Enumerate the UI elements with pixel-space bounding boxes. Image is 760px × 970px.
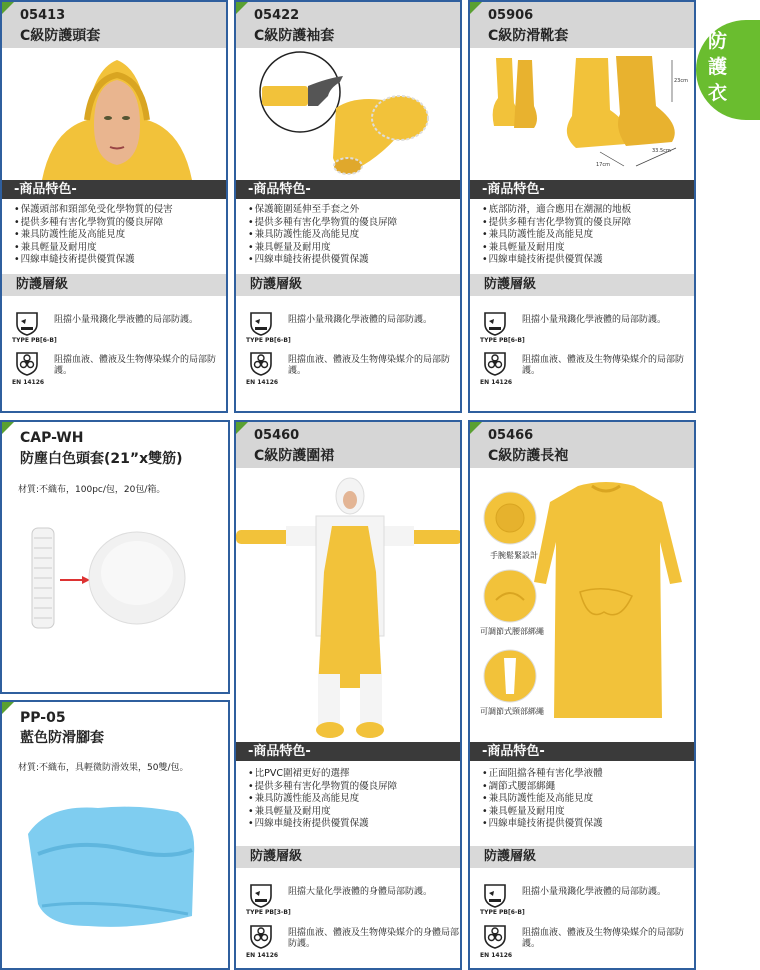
boot-cover-image — [476, 48, 694, 180]
product-card-05466 — [468, 420, 696, 970]
protection-label: EN 14126 — [480, 952, 513, 959]
product-card-cap-wh — [0, 420, 230, 694]
feature-item: • 四線車縫技術提供優質保護 — [482, 818, 688, 831]
biohazard-shield-icon — [484, 352, 506, 376]
protection-row-typepb — [246, 312, 456, 348]
protection-label: EN 14126 — [12, 379, 45, 386]
protection-row-typepb — [246, 884, 456, 920]
corner-marker — [470, 422, 482, 434]
feature-item: • 兼具輕量及耐用度 — [482, 806, 688, 819]
biohazard-shield-icon — [250, 352, 272, 376]
feature-item: • 提供多種有害化學物質的優良屏障 — [482, 217, 688, 230]
protection-text: 阻擋大量化學液體的身體局部防護。 — [288, 887, 433, 897]
feature-item: • 四線車縫技術提供優質保護 — [248, 254, 454, 267]
biohazard-shield-icon — [484, 925, 506, 949]
detail-caption: 可調節式腰部綁繩 — [480, 627, 544, 636]
protection-row-typepb — [480, 312, 690, 348]
hood-image — [32, 50, 202, 180]
protection-label: TYPE PB[6-B] — [480, 909, 525, 916]
feature-item: • 兼具防護性能及高能見度 — [482, 793, 688, 806]
feature-item: • 兼具輕量及耐用度 — [482, 242, 688, 255]
side-tab-char: 防 — [708, 30, 728, 52]
product-code: 05413 — [20, 8, 66, 23]
corner-marker — [236, 422, 248, 434]
protection-text: 阻擋血液、體液及生物傳染媒介的局部防護。 — [54, 355, 217, 376]
features-list — [248, 204, 454, 267]
product-title: C級防護袖套 — [254, 28, 335, 44]
protection-text: 阻擋血液、體液及生物傳染媒介的身體局部防護。 — [288, 928, 460, 949]
features-list — [248, 768, 454, 831]
protection-text: 阻擋血液、體液及生物傳染媒介的局部防護。 — [288, 355, 451, 376]
protection-text: 阻擋小量飛濺化學液體的局部防護。 — [522, 887, 667, 897]
product-title: 藍色防滑腳套 — [20, 730, 104, 746]
product-title: C級防護頭套 — [20, 28, 101, 44]
protection-row-typepb — [12, 312, 222, 348]
corner-marker — [236, 2, 248, 14]
feature-item: • 四線車縫技術提供優質保護 — [248, 818, 454, 831]
side-tab-protective-clothing[interactable] — [696, 20, 760, 120]
dimension-height: 23cm — [674, 78, 688, 84]
corner-marker — [2, 2, 14, 14]
product-card-05906 — [468, 0, 696, 413]
protection-heading: 防護層級 — [236, 274, 460, 296]
protection-label: EN 14126 — [246, 952, 279, 959]
product-card-05413 — [0, 0, 228, 413]
product-title: 防塵白色頭套(21”x雙筋) — [20, 451, 183, 467]
feature-item: • 保護頭部和頸部免受化學物質的侵害 — [14, 204, 220, 217]
product-code: 05422 — [254, 8, 300, 23]
chemical-shield-icon — [16, 312, 38, 336]
side-tab-char: 衣 — [708, 82, 728, 104]
detail-caption: 手腕鬆緊設計 — [490, 551, 538, 560]
protection-label: TYPE PB[6-B] — [12, 337, 57, 344]
corner-marker — [2, 702, 14, 714]
protection-heading: 防護層級 — [470, 846, 694, 868]
features-heading: -商品特色- — [236, 742, 460, 761]
protection-label: TYPE PB[6-B] — [480, 337, 525, 344]
protection-heading: 防護層級 — [236, 846, 460, 868]
features-heading: -商品特色- — [2, 180, 226, 199]
protection-row-en14126 — [246, 925, 460, 961]
detail-caption: 可調節式頸部綁繩 — [480, 707, 544, 716]
chemical-shield-icon — [484, 312, 506, 336]
feature-item: • 正面阻擋各種有害化學液體 — [482, 768, 688, 781]
product-code: CAP-WH — [20, 430, 84, 446]
feature-item: • 提供多種有害化學物質的優良屏障 — [248, 781, 454, 794]
chemical-shield-icon — [250, 884, 272, 908]
dimension-length: 33.5cm — [652, 148, 671, 154]
feature-item: • 底部防滑，適合應用在潮濕的地板 — [482, 204, 688, 217]
product-title: C級防護圍裙 — [254, 448, 335, 464]
dimension-width: 17cm — [596, 162, 610, 168]
material-text: 材質:不織布，100pc/包，20包/箱。 — [18, 485, 166, 495]
feature-item: • 保護範圍延伸至手套之外 — [248, 204, 454, 217]
protection-label: TYPE PB[3-B] — [246, 909, 291, 916]
feature-item: • 比PVC圍裙更好的選擇 — [248, 768, 454, 781]
feature-item: • 兼具防護性能及高能見度 — [14, 229, 220, 242]
cap-image — [22, 518, 222, 638]
apron-image — [236, 474, 462, 742]
protection-label: EN 14126 — [480, 379, 513, 386]
feature-item: • 兼具輕量及耐用度 — [248, 242, 454, 255]
protection-text: 阻擋小量飛濺化學液體的局部防護。 — [288, 315, 433, 325]
biohazard-shield-icon — [250, 925, 272, 949]
product-title: C級防滑靴套 — [488, 28, 569, 44]
gown-image — [470, 472, 696, 742]
chemical-shield-icon — [484, 884, 506, 908]
feature-item: • 兼具輕量及耐用度 — [14, 242, 220, 255]
protection-label: TYPE PB[6-B] — [246, 337, 291, 344]
product-title: C級防護長袍 — [488, 448, 569, 464]
feature-item: • 四線車縫技術提供優質保護 — [14, 254, 220, 267]
product-code: 05460 — [254, 428, 300, 443]
side-tab-char: 護 — [708, 56, 728, 78]
feature-item: • 兼具防護性能及高能見度 — [482, 229, 688, 242]
feature-item: • 調節式腰部綁繩 — [482, 781, 688, 794]
sleeve-image — [248, 48, 458, 180]
corner-marker — [2, 422, 14, 434]
product-code: PP-05 — [20, 710, 66, 726]
protection-heading: 防護層級 — [470, 274, 694, 296]
product-card-pp-05 — [0, 700, 230, 970]
protection-row-en14126 — [480, 925, 690, 961]
protection-text: 阻擋小量飛濺化學液體的局部防護。 — [522, 315, 667, 325]
features-list — [482, 204, 688, 267]
feature-item: • 兼具防護性能及高能見度 — [248, 229, 454, 242]
protection-heading: 防護層級 — [2, 274, 226, 296]
protection-row-en14126 — [12, 352, 222, 388]
features-heading: -商品特色- — [470, 742, 694, 761]
protection-label: EN 14126 — [246, 379, 279, 386]
protection-text: 阻擋血液、體液及生物傳染媒介的局部防護。 — [522, 928, 685, 949]
features-heading: -商品特色- — [236, 180, 460, 199]
features-heading: -商品特色- — [470, 180, 694, 199]
chemical-shield-icon — [250, 312, 272, 336]
feature-item: • 提供多種有害化學物質的優良屏障 — [14, 217, 220, 230]
feature-item: • 兼具輕量及耐用度 — [248, 806, 454, 819]
protection-text: 阻擋小量飛濺化學液體的局部防護。 — [54, 315, 199, 325]
feature-item: • 兼具防護性能及高能見度 — [248, 793, 454, 806]
protection-row-en14126 — [246, 352, 456, 388]
protection-row-en14126 — [480, 352, 690, 388]
features-list — [482, 768, 688, 831]
product-card-05460 — [234, 420, 462, 970]
feature-item: • 四線車縫技術提供優質保護 — [482, 254, 688, 267]
protection-text: 阻擋血液、體液及生物傳染媒介的局部防護。 — [522, 355, 685, 376]
corner-marker — [470, 2, 482, 14]
protection-row-typepb — [480, 884, 690, 920]
feature-item: • 提供多種有害化學物質的優良屏障 — [248, 217, 454, 230]
product-card-05422 — [234, 0, 462, 413]
biohazard-shield-icon — [16, 352, 38, 376]
product-code: 05906 — [488, 8, 534, 23]
product-code: 05466 — [488, 428, 534, 443]
features-list — [14, 204, 220, 267]
shoe-cover-image — [18, 794, 218, 944]
material-text: 材質:不織布，具輕微防滑效果，50雙/包。 — [18, 763, 189, 773]
